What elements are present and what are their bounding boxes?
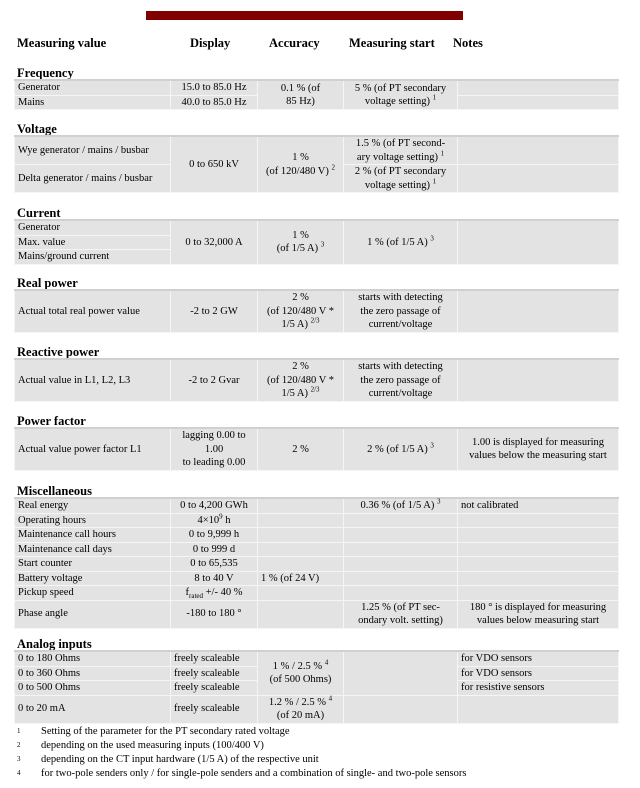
measuring-start-value: 1.5 % (of PT second- ary voltage setting) $^1$ [344, 136, 458, 165]
table-row [15, 528, 619, 543]
notes-value [458, 136, 619, 165]
measuring-value: Maintenance call days [15, 542, 171, 557]
footnote: 3 depending on the CT input hardware (1/5 A) of the respective unit [17, 754, 319, 765]
column-header-measuring-value: Measuring value [17, 36, 107, 50]
measuring-start-value: 2 % (of 1/5 A) $^3$ [344, 428, 458, 470]
measuring-value: Start counter [15, 557, 171, 572]
table-row [15, 359, 619, 401]
power-factor-table [14, 427, 619, 471]
display-value: freely scaleable [171, 666, 258, 681]
accuracy-value: 2 % (of 120/480 V * 1/5 A) $^{2/3}$ [258, 290, 344, 332]
measuring-value: 0 to 360 Ohms [15, 666, 171, 681]
display-value: -2 to 2 GW [171, 290, 258, 332]
display-value: 8 to 40 V [171, 571, 258, 586]
accuracy-value: 1 % (of 120/480 V) $^2$ [258, 136, 344, 193]
measuring-start-value: starts with detecting the zero passage of current/voltage [344, 290, 458, 332]
table-row [15, 220, 619, 235]
notes-value [458, 95, 619, 110]
reactive-power-table [14, 358, 619, 402]
measuring-value: 0 to 20 mA [15, 695, 171, 723]
notes-value: for resistive sensors [458, 681, 619, 696]
measuring-start-value: starts with detecting the zero passage of current/voltage [344, 359, 458, 401]
column-header-notes: Notes [453, 36, 483, 50]
notes-value: for VDO sensors [458, 666, 619, 681]
column-header-accuracy: Accuracy [269, 36, 320, 50]
notes-value [458, 695, 619, 723]
measuring-value: Delta generator / mains / busbar [15, 165, 171, 193]
notes-value: 180 ° is displayed for measuring values below measuring start [458, 600, 619, 628]
table-row [15, 651, 619, 666]
table-row [15, 290, 619, 332]
measuring-value: Actual value in L1, L2, L3 [15, 359, 171, 401]
voltage-table [14, 135, 619, 193]
measuring-value: Phase angle [15, 600, 171, 628]
measuring-value: Max. value [15, 235, 171, 250]
display-value: 0 to 650 kV [171, 136, 258, 193]
accuracy-value: 2 % (of 120/480 V * 1/5 A) $^{2/3}$ [258, 359, 344, 401]
notes-value [458, 220, 619, 264]
measuring-value: Generator [15, 80, 171, 95]
section-title-power-factor: Power factor [17, 414, 86, 428]
measuring-value: Wye generator / mains / busbar [15, 136, 171, 165]
table-row [15, 513, 619, 528]
accuracy-value: 1 % / 2.5 % $^4$ (of 500 Ohms) [258, 651, 344, 695]
measuring-value: Real energy [15, 498, 171, 513]
measuring-start-value: 2 % (of PT secondary voltage setting) $^1$ [344, 165, 458, 193]
display-value: -2 to 2 Gvar [171, 359, 258, 401]
accuracy-value: 2 % [258, 428, 344, 470]
measuring-value: Actual value power factor L1 [15, 428, 171, 470]
column-header-measuring-start: Measuring start [349, 36, 435, 50]
current-table [14, 219, 619, 265]
frequency-table [14, 79, 619, 110]
display-value: 0 to 4,200 GWh [171, 498, 258, 513]
measuring-value: Battery voltage [15, 571, 171, 586]
measuring-value: 0 to 500 Ohms [15, 681, 171, 696]
table-row [15, 586, 619, 601]
measuring-start-value: 1 % (of 1/5 A) $^3$ [344, 220, 458, 264]
footnote: 2 depending on the used measuring inputs (100/400 V) [17, 740, 264, 751]
measuring-value: 0 to 180 Ohms [15, 651, 171, 666]
display-value: 15.0 to 85.0 Hz [171, 80, 258, 95]
table-row [15, 557, 619, 572]
section-title-analog-inputs: Analog inputs [17, 637, 92, 651]
table-row [15, 498, 619, 513]
section-title-real-power: Real power [17, 276, 78, 290]
accuracy-value [258, 498, 344, 513]
table-row [15, 542, 619, 557]
measuring-start-value [344, 695, 458, 723]
measuring-value: Mains [15, 95, 171, 110]
notes-value: for VDO sensors [458, 651, 619, 666]
notes-value [458, 165, 619, 193]
footnote: 1 Setting of the parameter for the PT secondary rated voltage [17, 726, 290, 737]
analog-inputs-table [14, 650, 619, 724]
notes-value [458, 80, 619, 95]
table-row [15, 600, 619, 628]
header-accent-bar [146, 11, 463, 20]
display-value: -180 to 180 ° [171, 600, 258, 628]
display-value: 0 to 65,535 [171, 557, 258, 572]
section-title-reactive-power: Reactive power [17, 345, 100, 359]
real-power-table [14, 289, 619, 333]
accuracy-value: 1 % (of 1/5 A) $^3$ [258, 220, 344, 264]
section-title-current: Current [17, 206, 61, 220]
display-value: $4\times 10^9$ h [171, 513, 258, 528]
display-value: 40.0 to 85.0 Hz [171, 95, 258, 110]
section-title-miscellaneous: Miscellaneous [17, 484, 92, 498]
measuring-value: Actual total real power value [15, 290, 171, 332]
notes-value [458, 290, 619, 332]
measuring-value: Maintenance call hours [15, 528, 171, 543]
display-value: $f_{rated}$ +/- 40 % [171, 586, 258, 601]
measuring-start-value: 1.25 % (of PT sec- ondary volt. setting) [344, 600, 458, 628]
display-value: 0 to 999 d [171, 542, 258, 557]
miscellaneous-table [14, 497, 619, 629]
display-value: 0 to 9,999 h [171, 528, 258, 543]
table-row [15, 136, 619, 165]
table-row [15, 571, 619, 586]
section-title-frequency: Frequency [17, 66, 74, 80]
notes-value [458, 359, 619, 401]
accuracy-value: 1.2 % / 2.5 % $^4$ (of 20 mA) [258, 695, 344, 723]
display-value: freely scaleable [171, 695, 258, 723]
display-value: freely scaleable [171, 681, 258, 696]
table-row [15, 695, 619, 723]
accuracy-value: 0.1 % (of 85 Hz) [258, 80, 344, 110]
notes-value: not calibrated [458, 498, 619, 513]
measuring-value: Operating hours [15, 513, 171, 528]
table-row [15, 428, 619, 470]
measuring-start-value: 5 % (of PT secondary voltage setting) $^1$ [344, 80, 458, 110]
section-title-voltage: Voltage [17, 122, 57, 136]
display-value: lagging 0.00 to 1.00 to leading 0.00 [171, 428, 258, 470]
notes-value: 1.00 is displayed for measuring values below the measuring start [458, 428, 619, 470]
measuring-value: Mains/ground current [15, 250, 171, 265]
display-value: 0 to 32,000 A [171, 220, 258, 264]
column-header-display: Display [190, 36, 231, 50]
footnote: 4 for two-pole senders only / for single-pole senders and a combination of single- and two-pole sensors [17, 768, 467, 779]
measuring-value: Pickup speed [15, 586, 171, 601]
display-value: freely scaleable [171, 651, 258, 666]
measuring-start-value [344, 651, 458, 695]
table-row [15, 80, 619, 95]
measuring-start-value: 0.36 % (of 1/5 A) $^3$ [344, 498, 458, 513]
measuring-value: Generator [15, 220, 171, 235]
accuracy-value: 1 % (of 24 V) [258, 571, 344, 586]
